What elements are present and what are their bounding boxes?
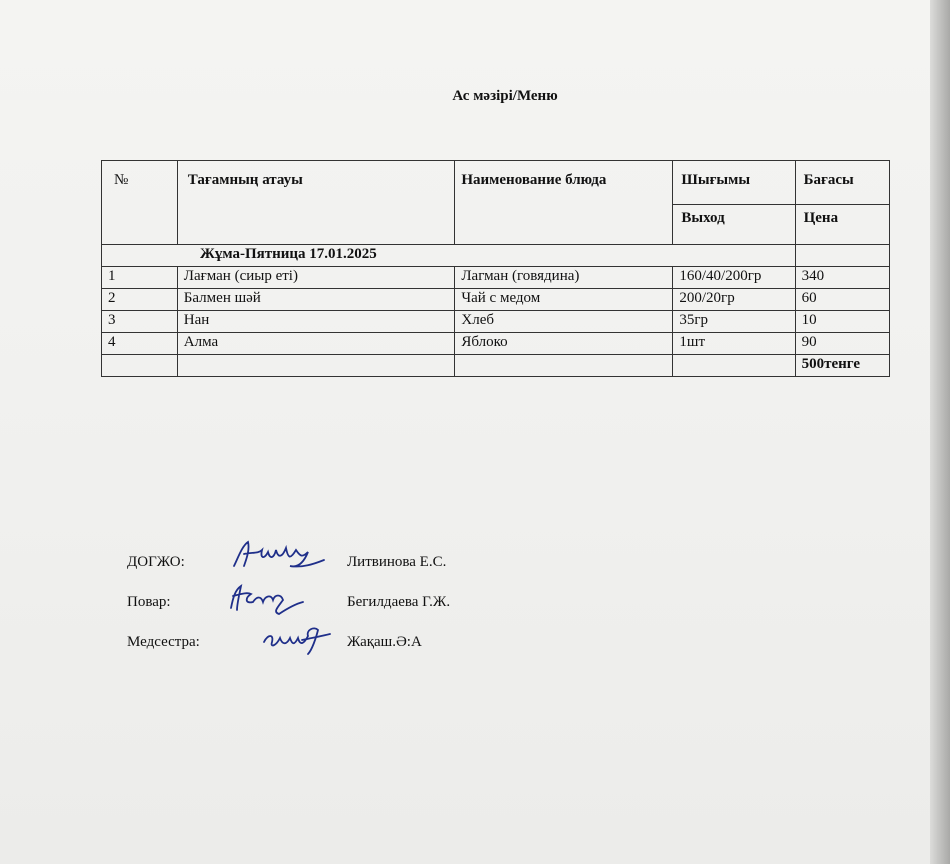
row-num: 4: [102, 333, 178, 355]
header-name-ru: Наименование блюда: [455, 161, 673, 245]
row-price: 10: [795, 311, 889, 333]
row-name-kz: Лағман (сиыр еті): [177, 267, 455, 289]
row-price: 60: [795, 289, 889, 311]
handwritten-signature-icon: [228, 536, 328, 576]
total-empty-cell: [673, 355, 795, 377]
row-price: 340: [795, 267, 889, 289]
header-yield-kz: Шығымы: [673, 161, 795, 205]
header-price-ru: Цена: [795, 205, 889, 245]
paper-edge-shadow: [930, 0, 950, 864]
row-name-kz: Алма: [177, 333, 455, 355]
row-name-ru: Лагман (говядина): [455, 267, 673, 289]
row-yield: 1шт: [673, 333, 795, 355]
handwritten-signature-icon: [225, 582, 305, 618]
total-row: [102, 355, 890, 377]
total-empty-cell: [177, 355, 455, 377]
menu-table: [101, 160, 890, 377]
day-row-empty-cell: [795, 245, 889, 267]
handwritten-signature-icon: [258, 620, 334, 656]
row-name-ru: Чай с медом: [455, 289, 673, 311]
document-title: Ас мәзірі/Меню: [452, 88, 558, 104]
row-price: 90: [795, 333, 889, 355]
row-yield: 200/20гр: [673, 289, 795, 311]
table-header-row: [102, 161, 890, 205]
header-yield-ru: Выход: [673, 205, 795, 245]
row-num: 3: [102, 311, 178, 333]
row-name-kz: Балмен шәй: [177, 289, 455, 311]
row-yield: 35гр: [673, 311, 795, 333]
header-price-kz: Бағасы: [795, 161, 889, 205]
signature-name-medsestra: Жақаш.Ә:А: [347, 634, 422, 650]
row-name-ru: Яблоко: [455, 333, 673, 355]
total-empty-cell: [455, 355, 673, 377]
total-price: 500тенге: [795, 355, 889, 377]
signature-role-povar: Повар:: [127, 594, 171, 610]
signature-name-povar: Бегилдаева Г.Ж.: [347, 594, 451, 610]
header-name-kz: Тағамның атауы: [177, 161, 455, 245]
header-num: №: [102, 161, 178, 245]
day-label: Жұма-Пятница 17.01.2025: [102, 245, 796, 267]
table-row: [102, 289, 890, 311]
table-row: [102, 311, 890, 333]
day-row: [102, 245, 890, 267]
row-yield: 160/40/200гр: [673, 267, 795, 289]
table-row: [102, 267, 890, 289]
table-row: [102, 333, 890, 355]
signature-role-dogzho: ДОГЖО:: [127, 554, 185, 570]
row-name-kz: Нан: [177, 311, 455, 333]
total-empty-cell: [102, 355, 178, 377]
row-name-ru: Хлеб: [455, 311, 673, 333]
row-num: 1: [102, 267, 178, 289]
signature-role-medsestra: Медсестра:: [127, 634, 200, 650]
row-num: 2: [102, 289, 178, 311]
signature-name-dogzho: Литвинова Е.С.: [347, 554, 447, 570]
